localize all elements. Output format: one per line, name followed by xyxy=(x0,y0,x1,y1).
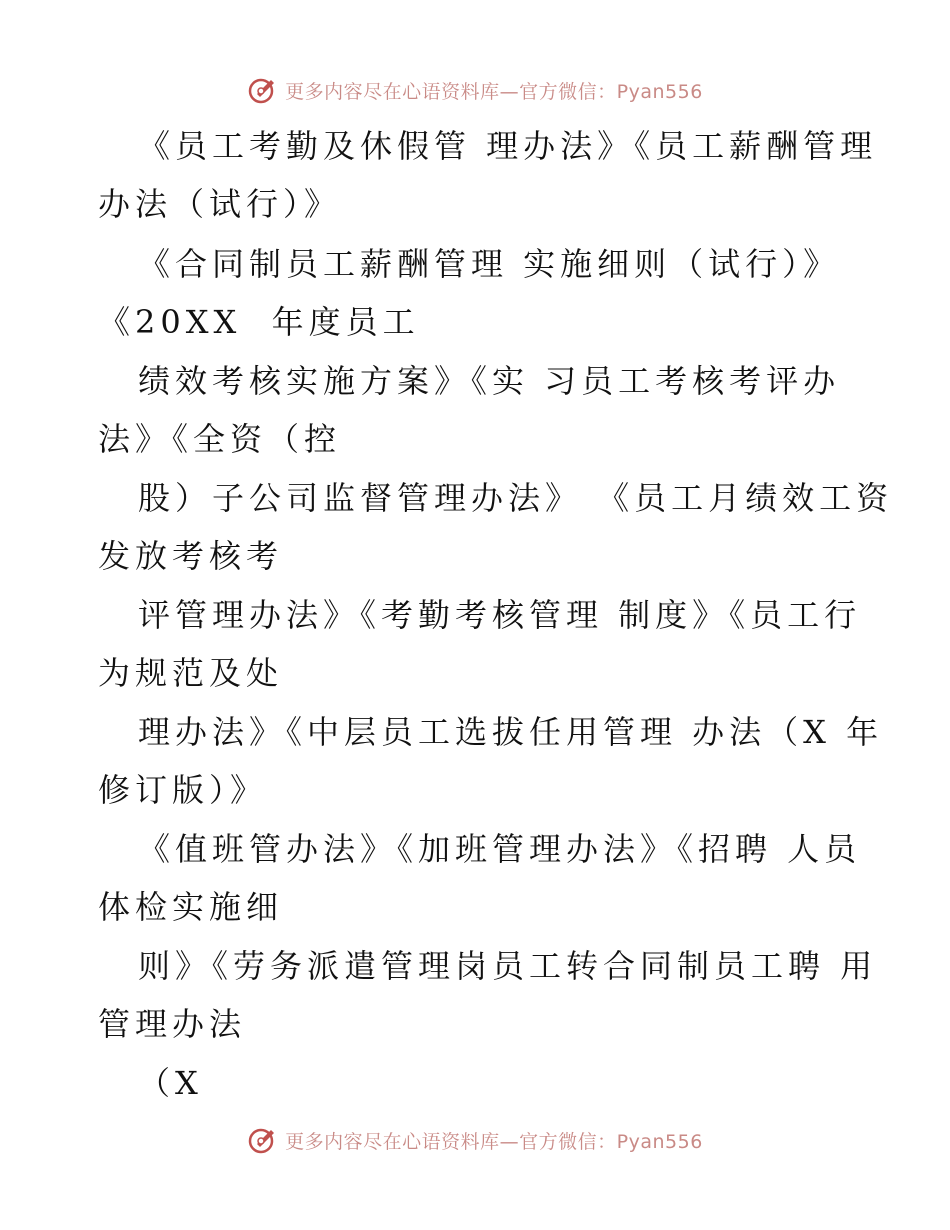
body-line: （X xyxy=(138,1064,203,1102)
body-line: 理办法》《中层员工选拔任用管理 办法（X 年 xyxy=(138,713,884,751)
body-line: 《合同制员工薪酬管理 实施细则（试行）》 xyxy=(138,245,841,283)
body-line: 修订版）》 xyxy=(98,771,268,809)
body-line: 办法（试行）》 xyxy=(98,185,342,223)
body-line: 绩效考核实施方案》《实 习员工考核考评办 xyxy=(138,362,841,400)
body-line: 法》《全资（控 xyxy=(98,420,342,458)
body-line: 为规范及处 xyxy=(98,654,284,692)
body-line: 《员工考勤及休假管 理办法》《员工薪酬管理 xyxy=(138,127,878,165)
pen-logo-icon xyxy=(247,1124,279,1156)
body-line: 《值班管办法》《加班管理办法》《招聘 人员 xyxy=(138,830,862,868)
body-line: 《20XX 年度员工 xyxy=(98,303,420,341)
body-line: 则》《劳务派遣管理岗员工转合同制员工聘 用 xyxy=(138,947,878,985)
body-line: 体检实施细 xyxy=(98,888,284,926)
body-line: 评管理办法》《考勤考核管理 制度》《员工行 xyxy=(138,596,862,634)
body-line: 股）子公司监督管理办法》 《员工月绩效工资 xyxy=(138,479,894,517)
footer-banner-text: 更多内容尽在心语资料库—官方微信：Pyan556 xyxy=(285,1130,703,1153)
footer-banner xyxy=(0,1120,950,1160)
body-line: 管理办法 xyxy=(98,1005,247,1043)
body-line: 发放考核考 xyxy=(98,537,284,575)
header-banner-text: 更多内容尽在心语资料库—官方微信：Pyan556 xyxy=(285,80,703,103)
